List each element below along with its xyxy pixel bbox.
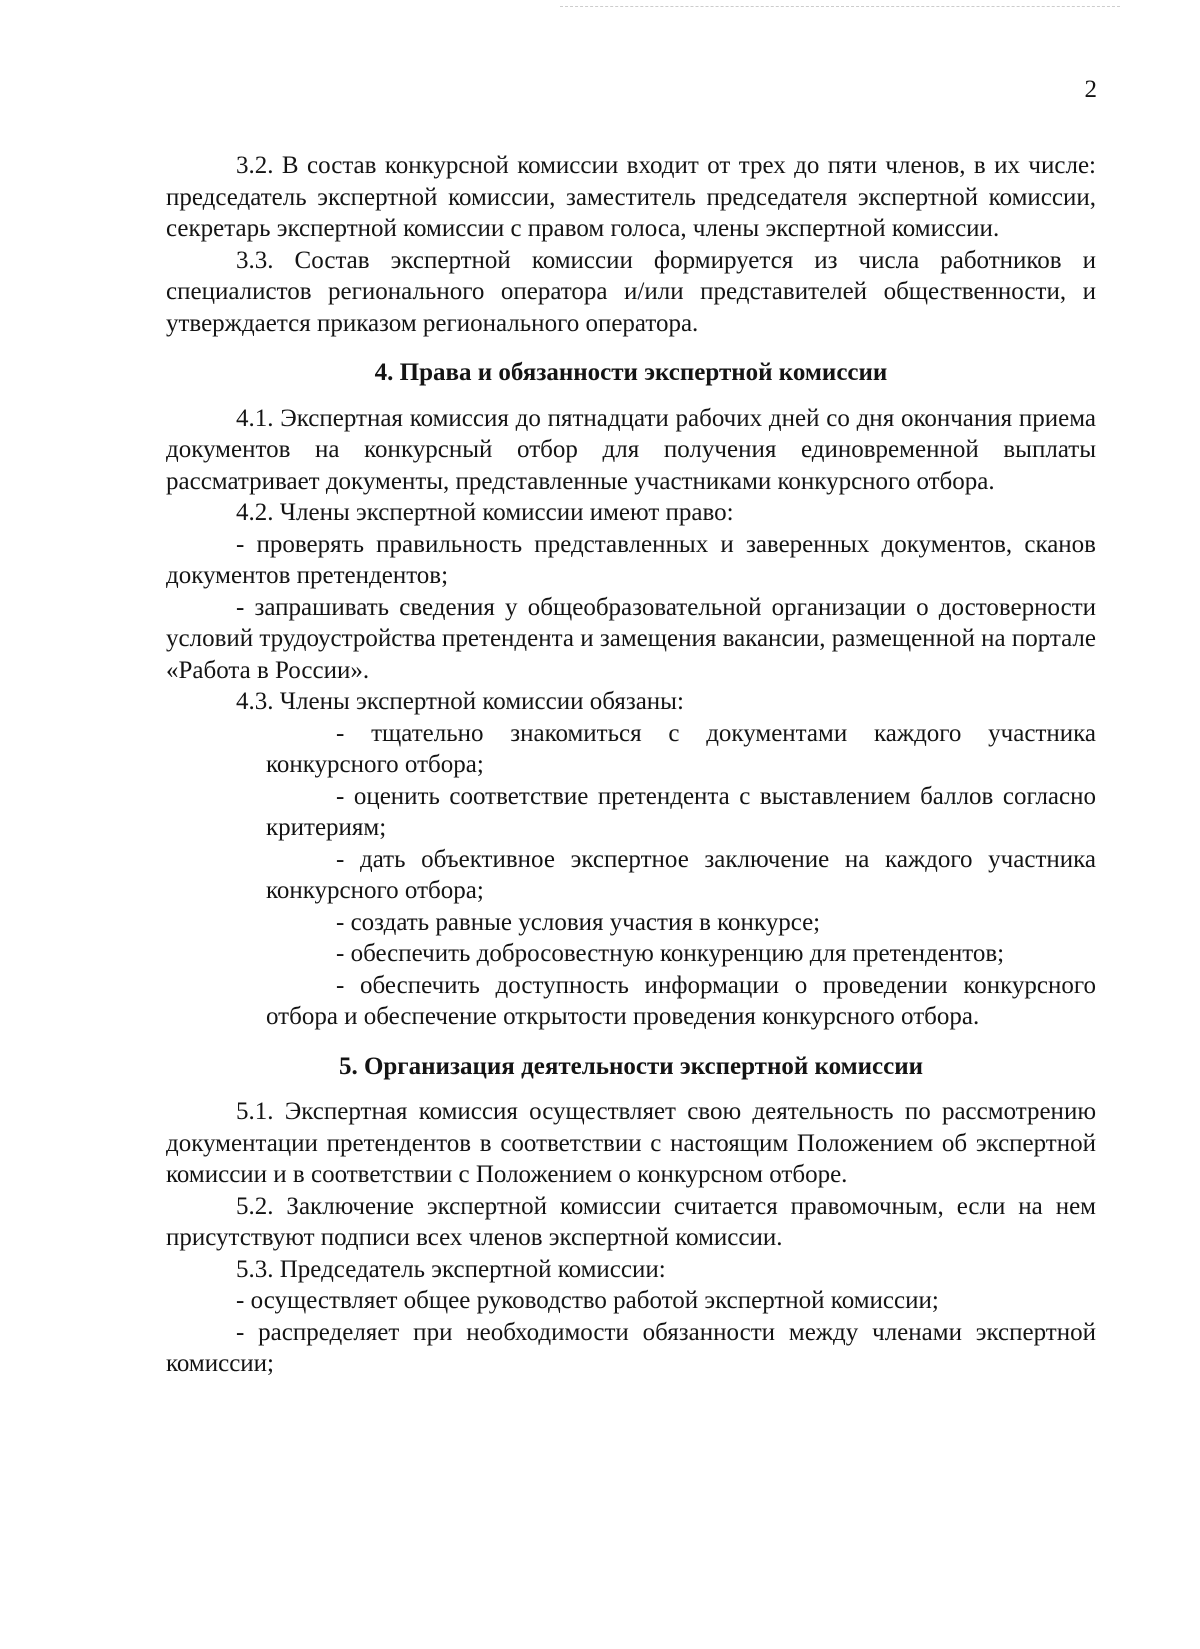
- obligation-item-3: - дать объективное экспертное заключение на каждого участника конкурсного отбора;: [266, 845, 1096, 904]
- paragraph-5-3-item-2: - распределяет при необходимости обязанности между членами экспертной комиссии;: [166, 1318, 1096, 1377]
- paragraph-4-1: 4.1. Экспертная комиссия до пятнадцати рабочих дней со дня окончания приема документов на конкурсный отбор для получения единовременной выплаты рассматривает документы, представленные участниками конкурсного отбора.: [166, 404, 1096, 495]
- paragraph-4-2-item-1: - проверять правильность представленных и заверенных документов, сканов документов претендентов;: [166, 530, 1096, 589]
- scan-artifact-line: [560, 6, 1120, 11]
- document-body: [166, 150, 1096, 1380]
- section-heading-5: 5. Организация деятельности экспертной комиссии: [338, 1052, 924, 1080]
- section-heading-4: 4. Права и обязанности экспертной комиссии: [374, 359, 888, 386]
- paragraph-4-2-item-2: - запрашивать сведения у общеобразовательной организации о достоверности условий трудоустройства претендента и замещения вакансии, размещенной на портале «Работа в России».: [166, 593, 1096, 684]
- page-number: 2: [1084, 76, 1097, 103]
- obligation-item-2: - оценить соответствие претендента с выставлением баллов согласно критериям;: [266, 782, 1096, 841]
- obligation-item-5: - обеспечить добросовестную конкуренцию для претендентов;: [336, 940, 1005, 967]
- paragraph-5-3-item-1: - осуществляет общее руководство работой экспертной комиссии;: [236, 1287, 939, 1314]
- paragraph-3-2: 3.2. В состав конкурсной комиссии входит от трех до пяти членов, в их числе: председатель экспертной комиссии, заместитель председателя экспертной комиссии, секретарь экспертной комиссии с правом голоса, члены экспертной комиссии.: [166, 152, 1096, 242]
- paragraph-3-3: 3.3. Состав экспертной комиссии формируется из числа работников и специалистов регионального оператора и/или представителей общественности, и утверждается приказом регионального оператора.: [166, 246, 1096, 337]
- obligation-item-1: - тщательно знакомиться с документами каждого участника конкурсного отбора;: [266, 719, 1096, 778]
- obligations-list: [266, 718, 1096, 1033]
- paragraph-5-3: 5.3. Председатель экспертной комиссии:: [236, 1255, 666, 1283]
- paragraph-5-2: 5.2. Заключение экспертной комиссии считается правомочным, если на нем присутствуют подписи всех членов экспертной комиссии.: [166, 1192, 1096, 1251]
- paragraph-4-3: 4.3. Члены экспертной комиссии обязаны:: [236, 688, 684, 715]
- paragraph-4-2: 4.2. Члены экспертной комиссии имеют право:: [236, 499, 734, 526]
- obligation-item-4: - создать равные условия участия в конкурсе;: [336, 908, 821, 936]
- obligation-item-6: - обеспечить доступность информации о проведении конкурсного отбора и обеспечение открытости проведения конкурсного отбора.: [266, 971, 1096, 1030]
- paragraph-5-1: 5.1. Экспертная комиссия осуществляет свою деятельность по рассмотрению документации претендентов в соответствии с настоящим Положением об экспертной комиссии и в соответствии с Положением о конкурсном отборе.: [166, 1098, 1096, 1188]
